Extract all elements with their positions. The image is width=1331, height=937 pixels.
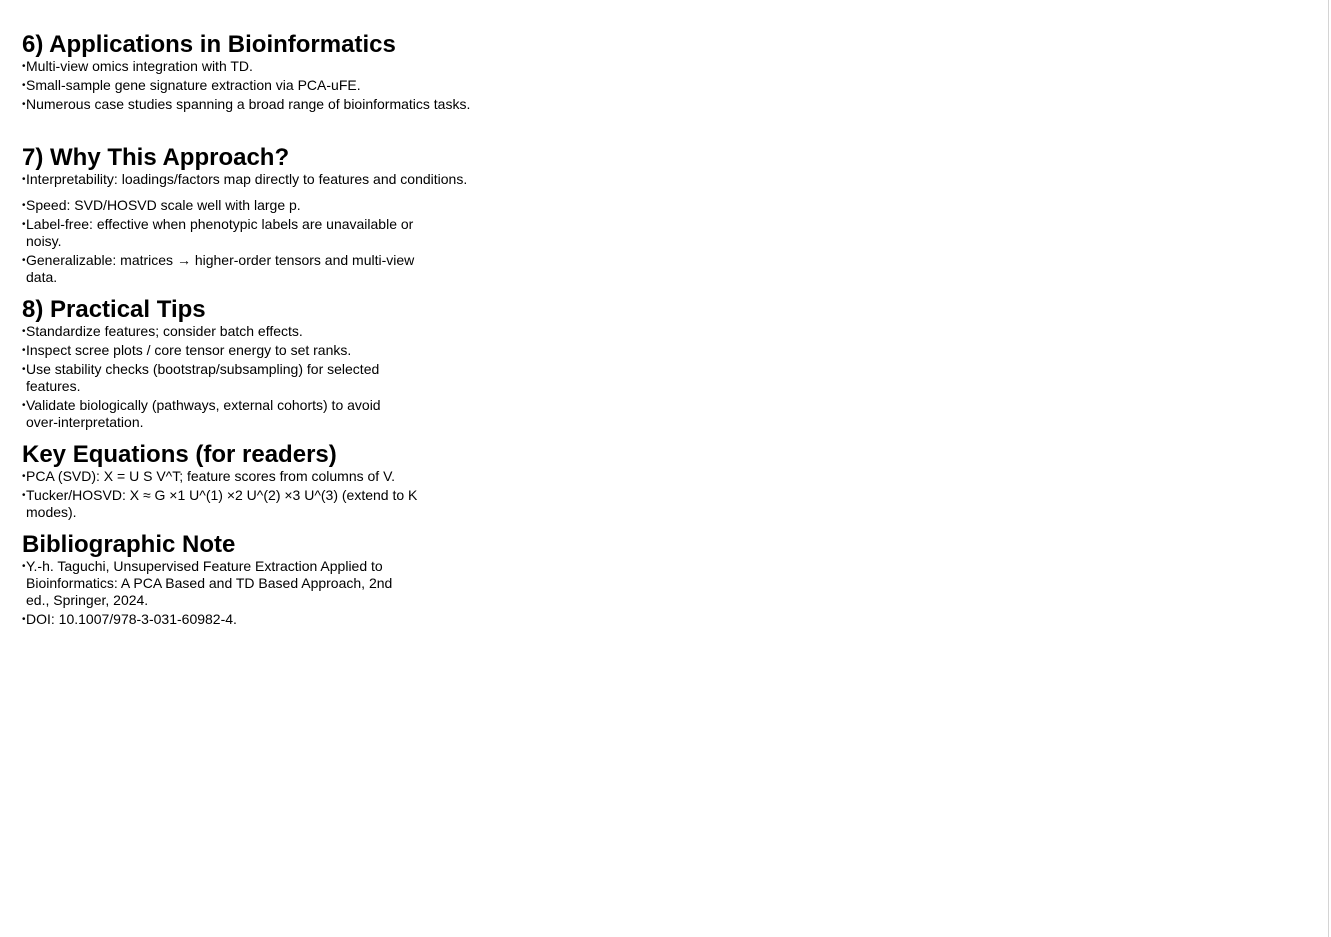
bullet-list xyxy=(22,171,492,286)
section-applications xyxy=(22,32,492,115)
bullet-list xyxy=(22,58,492,113)
page-edge xyxy=(1328,0,1329,937)
bullet-icon: • xyxy=(22,200,26,211)
bullet-icon: • xyxy=(22,561,26,572)
list-item: • Numerous case studies spanning a broad range of bioinformatics tasks. xyxy=(22,96,471,112)
section-heading: 8) Practical Tips xyxy=(22,296,206,323)
list-item: • Small-sample gene signature extraction via PCA-uFE. xyxy=(22,77,361,93)
list-item: • Use stability checks (bootstrap/subsampling) for selected features. xyxy=(22,361,380,394)
list-item: • Multi-view omics integration with TD. xyxy=(22,58,253,74)
section-heading: Bibliographic Note xyxy=(22,531,236,558)
section-key-equations xyxy=(22,442,492,523)
section-heading: 6) Applications in Bioinformatics xyxy=(22,31,396,58)
bullet-icon: • xyxy=(22,99,26,110)
bullet-list xyxy=(22,468,492,521)
bullet-icon: • xyxy=(22,490,26,501)
list-item: • Label-free: effective when phenotypic labels are unavailable or noisy. xyxy=(22,216,414,249)
bullet-icon: • xyxy=(22,400,26,411)
bullet-icon: • xyxy=(22,174,26,185)
section-why-this-approach xyxy=(22,145,492,288)
section-heading: Key Equations (for readers) xyxy=(22,441,337,468)
list-item: • Y.-h. Taguchi, Unsupervised Feature Extraction Applied to Bioinformatics: A PCA Based and TD Based Approach, 2nd ed., Springer, 2024. xyxy=(22,558,393,608)
bullet-icon: • xyxy=(22,219,26,230)
bullet-icon: • xyxy=(22,326,26,337)
list-item: • Tucker/HOSVD: X ≈ G ×1 U^(1) ×2 U^(2) ×3 U^(3) (extend to K modes). xyxy=(22,487,418,520)
list-item: • Interpretability: loadings/factors map directly to features and conditions. xyxy=(22,171,468,187)
section-bibliographic-note xyxy=(22,532,492,630)
list-item: • Inspect scree plots / core tensor energy to set ranks. xyxy=(22,342,352,358)
list-item: • DOI: 10.1007/978-3-031-60982-4. xyxy=(22,611,237,627)
list-item: • Validate biologically (pathways, external cohorts) to avoid over-interpretation. xyxy=(22,397,381,430)
bullet-list xyxy=(22,558,492,628)
list-item: • PCA (SVD): X = U S V^T; feature scores from columns of V. xyxy=(22,468,396,484)
bullet-icon: • xyxy=(22,255,26,266)
list-item: • Generalizable: matrices → higher-order tensors and multi-view data. xyxy=(22,252,415,285)
list-item: • Speed: SVD/HOSVD scale well with large p. xyxy=(22,197,301,213)
bullet-list xyxy=(22,323,492,431)
list-item: • Standardize features; consider batch effects. xyxy=(22,323,303,339)
bullet-icon: • xyxy=(22,364,26,375)
bullet-icon: • xyxy=(22,61,26,72)
bullet-icon: • xyxy=(22,345,26,356)
section-practical-tips xyxy=(22,297,492,433)
bullet-icon: • xyxy=(22,471,26,482)
section-heading: 7) Why This Approach? xyxy=(22,144,290,171)
bullet-icon: • xyxy=(22,614,26,625)
bullet-icon: • xyxy=(22,80,26,91)
